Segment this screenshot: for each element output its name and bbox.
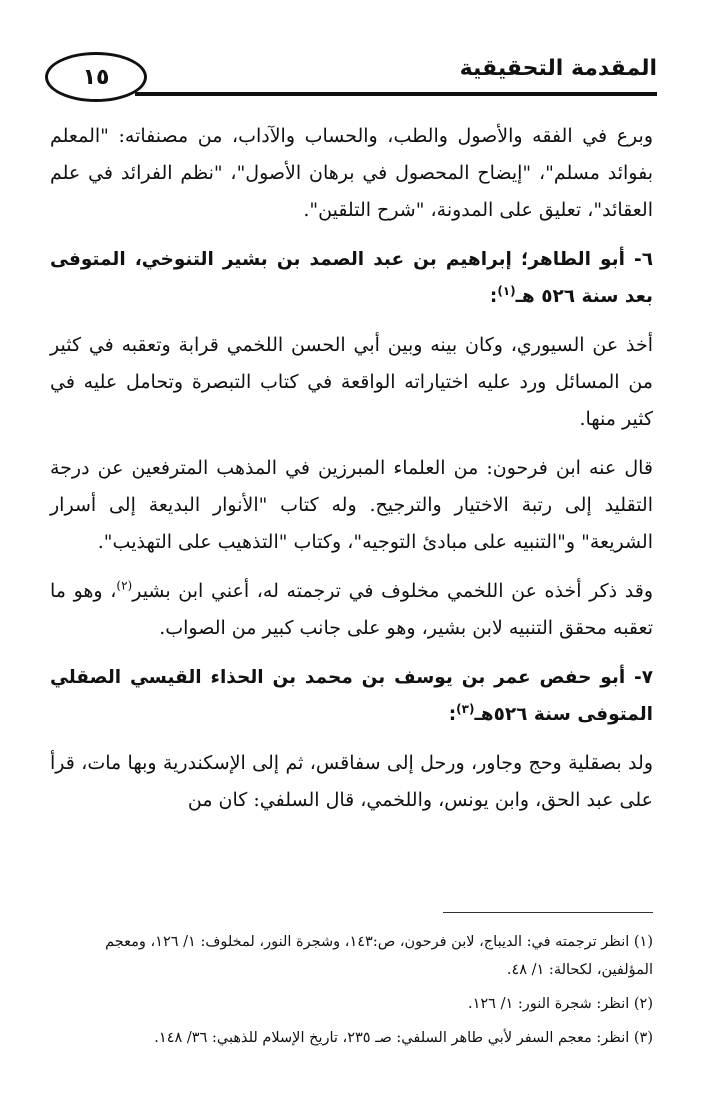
heading-entry-6-end: :	[489, 286, 498, 307]
footnotes	[50, 928, 653, 1058]
heading-entry-7	[50, 659, 653, 733]
paragraph-3: قال عنه ابن فرحون: من العلماء المبرزين في المذهب المترفعين عن درجة التقليد إلى رتبة الاختيار والترجيح. وله كتاب "الأنوار البديعة إلى أسرار الشريعة" و"التنبيه على مبادئ التوجيه"، وكتاب "التذهيب على التهذيب".	[50, 457, 653, 553]
footnote-ref-1[interactable]: (١)	[497, 283, 516, 298]
heading-entry-7-end: :	[448, 704, 457, 725]
footnote-2: (٢) انظر: شجرة النور: ١/ ١٢٦.	[468, 996, 653, 1012]
paragraph-4-part-b: ، وهو ما تعقبه محقق التنبيه لابن بشير، وهو على جانب كبير من الصواب.	[50, 580, 653, 639]
paragraph-5: ولد بصقلية وحج وجاور، ورحل إلى سفاقس، ثم إلى الإسكندرية وبها مات، قرأ على عبد الحق، وابن يونس، واللخمي، قال السلفي: كان من	[50, 752, 653, 811]
paragraph-2: أخذ عن السيوري، وكان بينه وبين أبي الحسن اللخمي قرابة وتعقبه في كثير من المسائل ورد عليه اختياراته الواقعة في كتاب التبصرة وتحامل عليه في كثير منها.	[50, 334, 653, 430]
page-number	[45, 52, 147, 102]
heading-entry-7-text: ٧- أبو حفص عمر بن يوسف بن محمد بن الحذاء القيسي الصقلي المتوفى سنة ٥٢٦هـ	[50, 667, 653, 725]
footnote-divider	[443, 912, 653, 913]
paragraph-1: وبرع في الفقه والأصول والطب، والحساب والآداب، من مصنفاته: "المعلم بفوائد مسلم"، "إيضاح المحصول في برهان الأصول"، "نظم الفرائد في علم العقائد"، تعليق على المدونة، "شرح التلقين".	[50, 125, 653, 221]
footnote-ref-2[interactable]: (٢)	[116, 578, 133, 593]
page-number-text: ١٥	[82, 64, 110, 90]
footnote-ref-3[interactable]: (٣)	[456, 701, 475, 716]
paragraph-4	[50, 573, 653, 647]
heading-entry-6	[50, 241, 653, 315]
footnote-1: (١) انظر ترجمته في: الديباج، لابن فرحون، ص:١٤٣، وشجرة النور، لمخلوف: ١/ ١٢٦، ومعجم المؤلفين، لكحالة: ١/ ٤٨.	[105, 934, 653, 978]
main-text	[50, 118, 653, 831]
footnote-3: (٣) انظر: معجم السفر لأبي طاهر السلفي: صـ ٢٣٥، تاريخ الإسلام للذهبي: ٣٦/ ١٤٨.	[154, 1030, 653, 1046]
running-title: المقدمة التحقيقية	[459, 56, 657, 81]
header-rule	[135, 92, 657, 96]
heading-entry-6-text: ٦- أبو الطاهر؛ إبراهيم بن عبد الصمد بن بشير التنوخي، المتوفى بعد سنة ٥٢٦ هـ	[50, 249, 653, 307]
page-header	[45, 48, 657, 104]
paragraph-4-part-a: وقد ذكر أخذه عن اللخمي مخلوف في ترجمته له، أعني ابن بشير	[132, 580, 653, 602]
